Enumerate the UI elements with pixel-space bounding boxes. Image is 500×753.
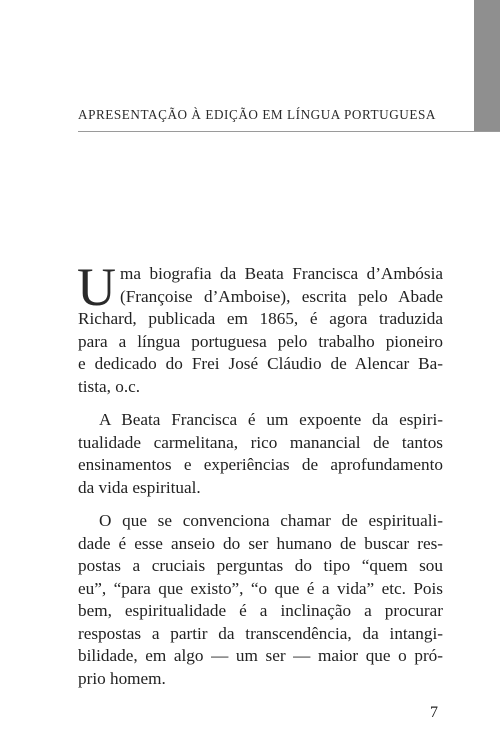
text-line: prio homem. bbox=[78, 668, 166, 688]
body-text bbox=[77, 257, 443, 690]
text-line: ma biografia da Beata Francisca d’Ambósia bbox=[120, 264, 443, 283]
page-edge-tab bbox=[474, 0, 500, 131]
text-line: dade é esse anseio do ser humano de buscar res- bbox=[78, 533, 443, 553]
text-line: (Françoise d’Amboise), escrita pelo Abade bbox=[120, 286, 443, 306]
running-head: APRESENTAÇÃO À EDIÇÃO EM LÍNGUA PORTUGUESA bbox=[78, 107, 436, 122]
paragraph-3 bbox=[78, 510, 443, 690]
drop-cap: U bbox=[77, 257, 116, 317]
text-line: e dedicado do Frei José Cláudio de Alencar Ba- bbox=[78, 354, 443, 373]
text-line: postas a cruciais perguntas do tipo “quem sou bbox=[78, 556, 443, 575]
text-line: O que se convenciona chamar de espirituali- bbox=[99, 511, 443, 530]
text-line: respostas a partir da transcendência, da intangi- bbox=[78, 623, 443, 643]
page-number: 7 bbox=[430, 704, 438, 721]
text-line: bem, espiritualidade é a inclinação a procurar bbox=[78, 601, 443, 620]
text-line: tista, o.c. bbox=[78, 376, 141, 396]
text-line: para a língua portuguesa pelo trabalho pioneiro bbox=[78, 331, 443, 351]
text-line: A Beata Francisca é um expoente da espiri- bbox=[99, 410, 443, 429]
paragraph-1 bbox=[77, 257, 443, 398]
text-line: bilidade, em algo — um ser — maior que o pró- bbox=[78, 646, 443, 665]
text-line: Richard, publicada em 1865, é agora traduzida bbox=[78, 309, 443, 328]
text-line: eu”, “para que existo”, “o que é a vida” etc. Pois bbox=[78, 578, 443, 598]
text-line: tualidade carmelitana, rico manancial de tantos bbox=[78, 432, 443, 452]
header-rule bbox=[78, 131, 500, 132]
text-line: ensinamentos e experiências de aprofundamento bbox=[78, 455, 443, 474]
paragraph-2 bbox=[78, 409, 443, 499]
text-line: da vida espiritual. bbox=[78, 477, 201, 497]
